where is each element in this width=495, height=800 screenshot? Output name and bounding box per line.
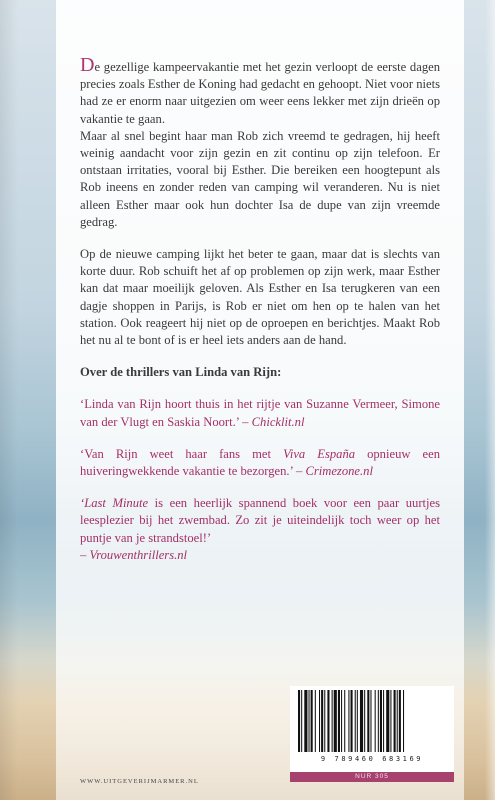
barcode-bar (341, 690, 342, 752)
review-2-source: Crimezone.nl (305, 464, 373, 479)
review-quote-2 (80, 446, 440, 480)
review-2-post: opnieuw een huiveringwekkende vakantie te bezorgen.’ – (80, 446, 440, 479)
nur-code: NUR 305 (290, 772, 454, 782)
barcode-bar (298, 690, 300, 752)
review-quote-3 (80, 495, 440, 564)
blurb-p1-text: e gezellige kampeervakantie met het gezin verloopt de eerste dagen precies zoals Esther de Koning had gedacht en gehoopt. Niet voor niets had ze er enorm naar uitgezien om weer eens lekker met zijn drieën op vakantie te gaan. (80, 60, 440, 126)
barcode-bar (357, 690, 358, 752)
barcode-bar (380, 690, 382, 752)
barcode-bar (344, 690, 345, 752)
review-2-title: Viva España (283, 446, 356, 461)
review-1-source: Chicklit.nl (251, 414, 305, 429)
barcode-bar (321, 690, 323, 752)
barcode-bar (355, 690, 356, 752)
review-quote-1 (80, 396, 440, 430)
reviews-heading: Over de thrillers van Linda van Rijn: (80, 365, 282, 380)
review-1-text: ‘Linda van Rijn hoort thuis in het rijtje van Suzanne Vermeer, Simone van der Vlugt en Saskia Noort.’ – (80, 397, 440, 429)
barcode-bar (351, 690, 353, 752)
barcode-bar (390, 690, 391, 752)
barcode-bar (338, 690, 340, 752)
barcode-bar (370, 690, 371, 752)
barcode-bar (311, 690, 313, 752)
barcode-bar (332, 690, 333, 752)
review-3-title: ‘Last Minute (80, 496, 149, 511)
barcode-bar (403, 690, 404, 752)
barcode-bar (301, 690, 302, 752)
barcode-bar (327, 690, 329, 752)
barcode-bar (364, 690, 365, 752)
back-cover-text (80, 54, 440, 564)
isbn-barcode (290, 686, 454, 772)
barcode-bar (319, 690, 320, 752)
review-2-pre: ‘Van Rijn weet haar fans met (80, 446, 284, 461)
blurb-paragraph-2: Maar al snel begint haar man Rob zich vreemd te gedragen, hij heeft weinig aandacht voor zijn gezin en zit continu op zijn telefoon. Er ontstaan irritaties, vooral bij Esther. Die bereiken een hoogtepunt als Rob ineens en zonder reden van camping wil veranderen. Nu is niet alleen Esther maar ook hun dochter Isa de dupe van zijn vreemde gedrag. (80, 128, 440, 229)
barcode-bar (383, 690, 384, 752)
review-3-text: is een heerlijk spannend boek voor een paar uurtjes leesplezier bij het zwembad. Zo zit je uiteindelijk toch weer op het puntje van je strandstoel!’ (80, 496, 440, 545)
cover-edge (485, 0, 495, 800)
barcode-bar (360, 690, 363, 752)
barcode-bar (334, 690, 337, 752)
blurb-paragraph-1 (80, 54, 440, 128)
barcode-bar (367, 690, 369, 752)
review-3-source: – Vrouwenthrillers.nl (80, 547, 188, 562)
barcode-bar (315, 690, 316, 752)
barcode-bar (324, 690, 325, 752)
barcode-bars (296, 690, 448, 754)
barcode-bar (394, 690, 396, 752)
barcode-bar (378, 690, 379, 752)
barcode-bar (375, 690, 376, 752)
isbn-number: 9 789460 683169 (320, 755, 424, 763)
barcode-bar (309, 690, 310, 752)
drop-cap: D (80, 54, 95, 76)
barcode-bar (399, 690, 401, 752)
barcode-bar (386, 690, 389, 752)
spine-shadow (0, 0, 18, 800)
barcode-bar (397, 690, 398, 752)
barcode-bar (348, 690, 349, 752)
publisher-website: WWW.UITGEVERIJMARMER.NL (80, 778, 199, 785)
barcode-bar (304, 690, 307, 752)
blurb-paragraph-3: Op de nieuwe camping lijkt het beter te gaan, maar dat is slechts van korte duur. Rob schuift het af op problemen op zijn werk, maar Esther kan dat maar moeilijk geloven. Als Esther en Isa terugkeren van een dagje shoppen in Parijs, is Rob er niet om hen op te halen van het station. Ook reageert hij niet op de oproepen en berichtjes. Maakt Rob het nu al te bont of is er heel iets anders aan de hand. (80, 247, 440, 348)
